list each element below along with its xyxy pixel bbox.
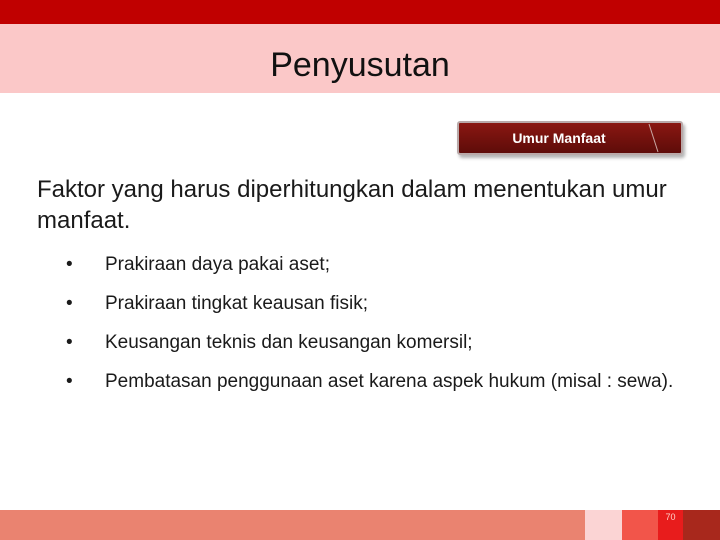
footer-segment-dark bbox=[683, 510, 720, 540]
bullet-text: Pembatasan penggunaan aset karena aspek hukum (misal : sewa). bbox=[105, 371, 674, 392]
top-accent-bar bbox=[0, 0, 720, 24]
section-tag-label: Umur Manfaat bbox=[512, 130, 606, 146]
bullet-text: Keusangan teknis dan keusangan komersil; bbox=[105, 332, 473, 353]
footer-bar bbox=[0, 510, 720, 540]
bullet-icon: • bbox=[66, 332, 73, 353]
bullet-item bbox=[66, 331, 696, 355]
bullet-icon: • bbox=[66, 254, 73, 275]
bullet-icon: • bbox=[66, 371, 73, 392]
bullet-item bbox=[66, 253, 696, 277]
footer-segment-pink bbox=[585, 510, 622, 540]
section-tag bbox=[457, 121, 683, 155]
bullet-item bbox=[66, 370, 696, 394]
intro-text: Faktor yang harus diperhitungkan dalam menentukan umur manfaat. bbox=[37, 176, 667, 234]
bullet-item bbox=[66, 292, 696, 316]
bullet-text: Prakiraan tingkat keausan fisik; bbox=[105, 293, 368, 314]
footer-segment-red bbox=[622, 510, 658, 540]
slide-title: Penyusutan bbox=[270, 46, 450, 84]
tag-slash-decoration bbox=[646, 123, 676, 153]
bullet-icon: • bbox=[66, 293, 73, 314]
footer-segment-main bbox=[0, 510, 585, 540]
bullet-list bbox=[66, 253, 696, 394]
footer-page-box bbox=[658, 510, 683, 540]
page-number: 70 bbox=[665, 512, 676, 522]
bullet-text: Prakiraan daya pakai aset; bbox=[105, 254, 330, 275]
